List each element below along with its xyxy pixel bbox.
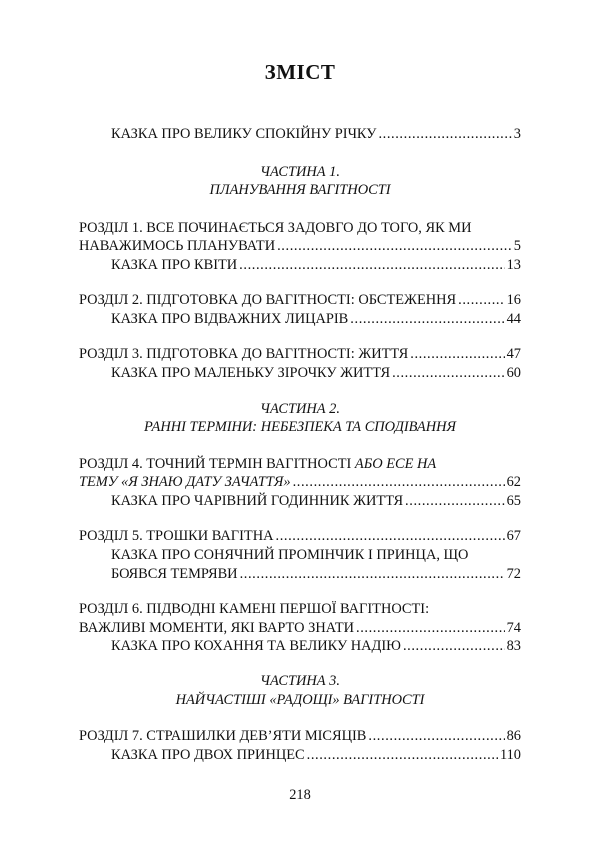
toc-entry-tale-knights[interactable]: КАЗКА ПРО ВІДВАЖНИХ ЛИЦАРІВ ..... 44 (111, 309, 521, 329)
chapter-4-title[interactable]: РОЗДІЛ 4. ТОЧНИЙ ТЕРМІН ВАГІТНОСТІ АБО ЕСЕ НА (79, 456, 437, 472)
toc-entry-chapter-3[interactable]: РОЗДІЛ 3. ПІДГОТОВКА ДО ВАГІТНОСТІ: ЖИТТЯ ..... 47 (79, 344, 521, 364)
tale-sunbeam-title[interactable]: КАЗКА ПРО СОНЯЧНИЙ ПРОМІНЧИК І ПРИНЦА, ЩО (111, 547, 469, 563)
toc-entry-tale-flowers[interactable]: КАЗКА ПРО КВІТИ ..... 13 (111, 255, 521, 275)
part-2-label: ЧАСТИНА 2. (260, 401, 340, 417)
part-3-name: НАЙЧАСТІШІ «РАДОЩІ» ВАГІТНОСТІ (175, 692, 425, 708)
part-2-name: РАННІ ТЕРМІНИ: НЕБЕЗПЕКА ТА СПОДІВАННЯ (144, 419, 456, 435)
toc-entry-chapter-7[interactable]: РОЗДІЛ 7. СТРАШИЛКИ ДЕВ’ЯТИ МІСЯЦІВ ..... 86 (79, 726, 521, 746)
toc-entry-tale-clock[interactable]: КАЗКА ПРО ЧАРІВНИЙ ГОДИННИК ЖИТТЯ ..... 65 (111, 491, 521, 511)
toc-entry-tale-love[interactable]: КАЗКА ПРО КОХАННЯ ТА ВЕЛИКУ НАДІЮ ..... 83 (111, 636, 521, 656)
page-title: ЗМІСТ (264, 60, 336, 84)
toc-entry-tale-star[interactable]: КАЗКА ПРО МАЛЕНЬКУ ЗІРОЧКУ ЖИТТЯ ..... 60 (111, 363, 521, 383)
toc-entry-tale-princesses[interactable]: КАЗКА ПРО ДВОХ ПРИНЦЕС ..... 110 (111, 745, 521, 765)
toc-entry-tale-sunbeam[interactable]: БОЯВСЯ ТЕМРЯВИ ..... 72 (111, 564, 521, 584)
part-1-label: ЧАСТИНА 1. (260, 164, 340, 180)
part-1-name: ПЛАНУВАННЯ ВАГІТНОСТІ (209, 182, 391, 198)
toc-entry-chapter-5[interactable]: РОЗДІЛ 5. ТРОШКИ ВАГІТНА ..... 67 (79, 526, 521, 546)
toc-entry-chapter-6[interactable]: ВАЖЛИВІ МОМЕНТИ, ЯКІ ВАРТО ЗНАТИ ..... 74 (79, 618, 521, 638)
page-number: 218 (289, 787, 311, 803)
chapter-6-title[interactable]: РОЗДІЛ 6. ПІДВОДНІ КАМЕНІ ПЕРШОЇ ВАГІТНОСТІ: (79, 601, 430, 617)
toc-entry-chapter-1[interactable]: НАВАЖИМОСЬ ПЛАНУВАТИ ..... 5 (79, 236, 521, 256)
toc-entry-chapter-4[interactable]: ТЕМУ «Я ЗНАЮ ДАТУ ЗАЧАТТЯ» ..... 62 (79, 472, 521, 492)
toc-entry-chapter-2[interactable]: РОЗДІЛ 2. ПІДГОТОВКА ДО ВАГІТНОСТІ: ОБСТЕЖЕННЯ ..... 16 (79, 290, 521, 310)
part-3-label: ЧАСТИНА 3. (260, 673, 340, 689)
chapter-1-title[interactable]: РОЗДІЛ 1. ВСЕ ПОЧИНАЄТЬСЯ ЗАДОВГО ДО ТОГО, ЯК МИ (79, 220, 472, 236)
toc-entry-intro-tale[interactable]: КАЗКА ПРО ВЕЛИКУ СПОКІЙНУ РІЧКУ ..... 3 (111, 124, 521, 144)
